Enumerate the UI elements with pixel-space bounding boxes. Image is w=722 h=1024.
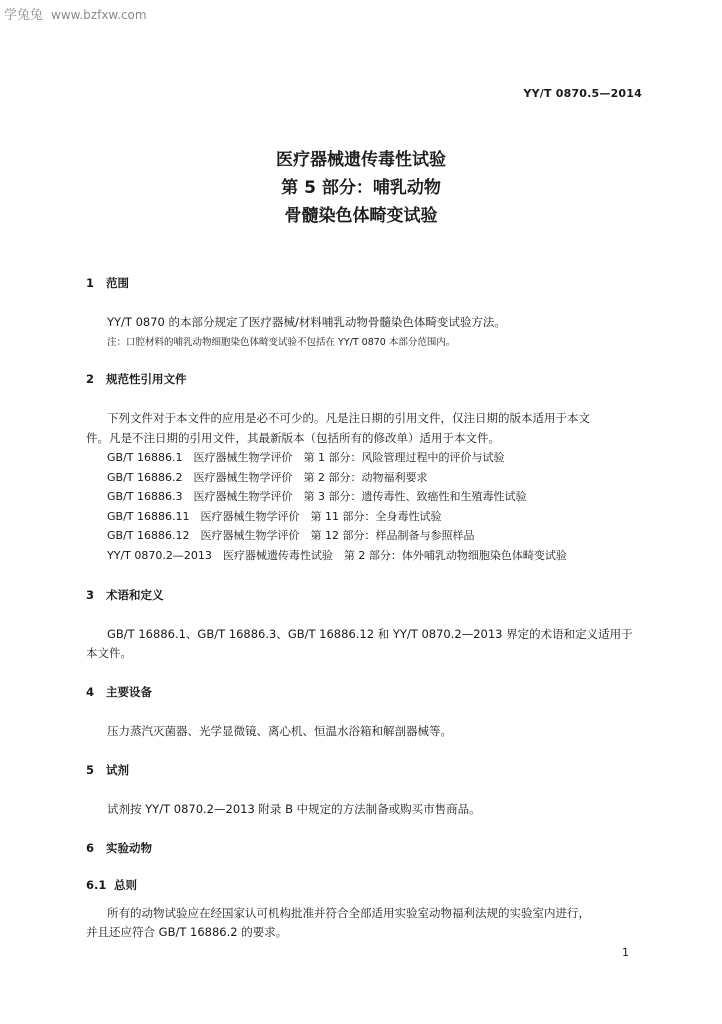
section-6-1-paragraph-line-2: 并且还应符合 GB/T 16886.2 的要求。 [86, 925, 288, 939]
section-2-heading [86, 371, 187, 387]
section-3-paragraph-line-1: GB/T 16886.1、GB/T 16886.3、GB/T 16886.12 和 YY/T 0870.2—2013 界定的术语和定义适用于 [107, 627, 633, 641]
section-title: 范围 [106, 276, 129, 290]
section-number: 1 [86, 276, 95, 290]
section-4-paragraph: 压力蒸汽灭菌器、光学显微镜、离心机、恒温水浴箱和解剖器械等。 [107, 724, 452, 738]
section-number: 4 [86, 685, 95, 699]
watermark [4, 4, 147, 23]
standard-code: YY/T 0870.5—2014 [523, 87, 642, 100]
title-line-3: 骨髓染色体畸变试验 [284, 206, 438, 226]
reference-item: GB/T 16886.12 医疗器械生物学评价 第 12 部分：样品制备与参照样品 [107, 529, 475, 542]
title-line-1: 医疗器械遗传毒性试验 [276, 150, 446, 170]
reference-item: GB/T 16886.3 医疗器械生物学评价 第 3 部分：遗传毒性、致癌性和生殖毒性试验 [107, 490, 527, 503]
watermark-url: www.bzfxw.com [51, 8, 147, 22]
section-1-heading [86, 275, 129, 291]
subsection-title: 总则 [114, 878, 137, 892]
section-title: 规范性引用文件 [106, 372, 187, 386]
section-title: 术语和定义 [106, 588, 164, 602]
reference-item: GB/T 16886.1 医疗器械生物学评价 第 1 部分：风险管理过程中的评价与试验 [107, 451, 505, 464]
section-6-heading [86, 840, 152, 856]
title-line-2: 第 5 部分：哺乳动物 [281, 178, 441, 198]
section-2-paragraph-line-2: 件。凡是不注日期的引用文件，其最新版本（包括所有的修改单）适用于本文件。 [86, 431, 500, 445]
reference-item: YY/T 0870.2—2013 医疗器械遗传毒性试验 第 2 部分：体外哺乳动物细胞染色体畸变试验 [107, 549, 567, 562]
section-number: 3 [86, 588, 95, 602]
section-title: 试剂 [106, 763, 129, 777]
section-title: 实验动物 [106, 841, 152, 855]
section-5-paragraph: 试剂按 YY/T 0870.2—2013 附录 B 中规定的方法制备或购买市售商品。 [107, 802, 481, 816]
section-4-heading [86, 684, 152, 700]
section-3-paragraph-line-2: 本文件。 [86, 646, 132, 660]
reference-item: GB/T 16886.2 医疗器械生物学评价 第 2 部分：动物福利要求 [107, 471, 428, 484]
subsection-number: 6.1 [86, 878, 107, 892]
section-title: 主要设备 [106, 685, 152, 699]
reference-item: GB/T 16886.11 医疗器械生物学评价 第 11 部分：全身毒性试验 [107, 510, 442, 523]
section-5-heading [86, 762, 129, 778]
page-number: 1 [622, 946, 629, 959]
section-3-heading [86, 587, 164, 603]
watermark-site: 学兔兔 [4, 8, 44, 23]
section-2-paragraph-line-1: 下列文件对于本文件的应用是必不可少的。凡是注日期的引用文件，仅注日期的版本适用于本文 [107, 411, 590, 425]
section-1-paragraph: YY/T 0870 的本部分规定了医疗器械/材料哺乳动物骨髓染色体畸变试验方法。 [107, 315, 506, 329]
section-number: 6 [86, 841, 95, 855]
section-6-1-heading [86, 877, 137, 893]
section-number: 2 [86, 372, 95, 386]
section-6-1-paragraph-line-1: 所有的动物试验应在经国家认可机构批准并符合全部适用实验室动物福利法规的实验室内进行， [107, 906, 590, 920]
section-number: 5 [86, 763, 95, 777]
section-1-note: 注：口腔材料的哺乳动物细胞染色体畸变试验不包括在 YY/T 0870 本部分范围内。 [107, 337, 456, 348]
